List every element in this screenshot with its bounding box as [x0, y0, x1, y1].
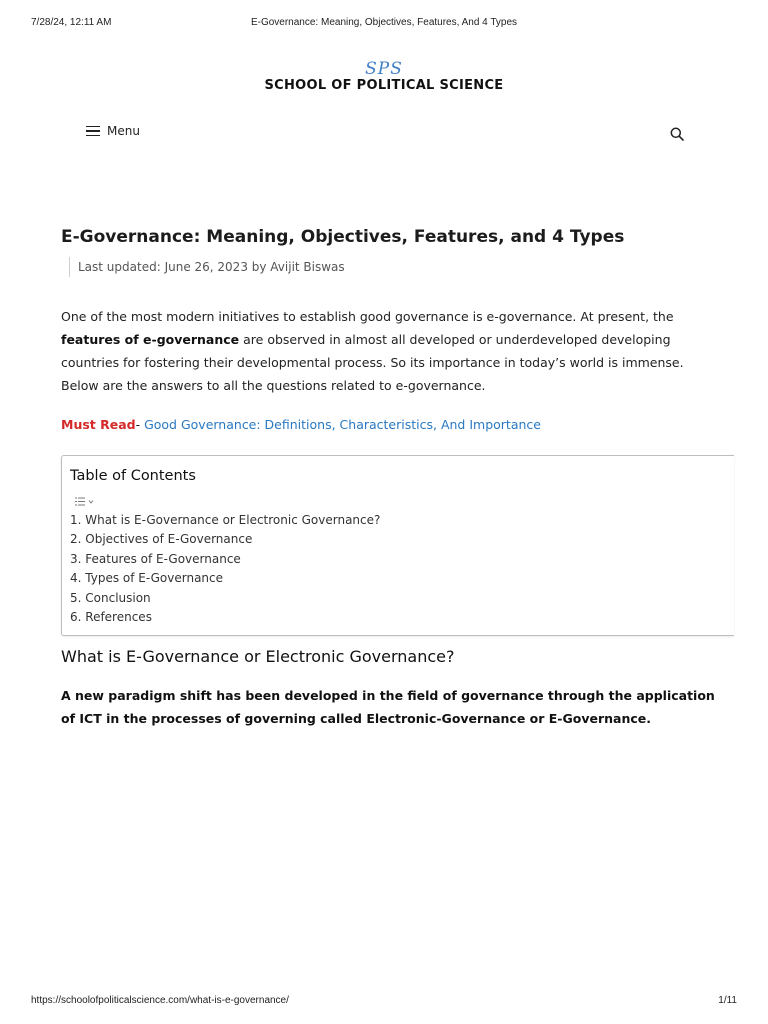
logo-name: SCHOOL OF POLITICAL SCIENCE: [264, 78, 504, 93]
print-header: [0, 17, 768, 31]
must-read-line: [61, 415, 541, 435]
main-navigation: [86, 124, 686, 148]
article-meta: Last updated: June 26, 2023 by Avijit Biswas: [69, 257, 345, 277]
must-read-link[interactable]: Good Governance: Definitions, Characteristics, And Importance: [144, 417, 541, 432]
print-url: https://schoolofpoliticalscience.com/what-is-e-governance/: [31, 995, 289, 1006]
must-read-separator: -: [135, 417, 145, 432]
site-logo[interactable]: [264, 60, 504, 106]
menu-label: Menu: [107, 124, 140, 138]
toc-item[interactable]: 3. Features of E-Governance: [70, 551, 241, 566]
intro-bold-features: features of e-governance: [61, 332, 240, 347]
toc-item[interactable]: 5. Conclusion: [70, 590, 151, 605]
intro-text-1: One of the most modern initiatives to establish good governance is e-governance. At present, the: [61, 309, 674, 324]
hamburger-icon: [86, 126, 100, 137]
table-of-contents: [61, 455, 734, 636]
article-title: E-Governance: Meaning, Objectives, Features, and 4 Types: [61, 227, 625, 247]
print-page-number: 1/11: [718, 995, 737, 1006]
intro-paragraph: [61, 305, 716, 397]
search-icon: [670, 127, 684, 141]
search-button[interactable]: [670, 126, 684, 145]
menu-button[interactable]: [86, 124, 140, 138]
toc-list: [70, 511, 380, 627]
toc-title: Table of Contents: [70, 468, 196, 484]
toc-item[interactable]: 6. References: [70, 610, 152, 625]
intro-text-2: are observed in almost all developed or underdeveloped developing countries for fostering their developmental process. So its importance in today’s world is immense. Below are the answers to all the questions related to e-governance.: [61, 332, 684, 393]
print-date: 7/28/24, 12:11 AM: [31, 17, 112, 28]
section-paragraph: A new paradigm shift has been developed in the field of governance through the application of ICT in the processes of governing called Electronic-Governance or E-Governance.: [61, 688, 715, 726]
toc-item[interactable]: 4. Types of E-Governance: [70, 571, 224, 586]
print-footer: [0, 995, 768, 1009]
print-document-title: E-Governance: Meaning, Objectives, Features, And 4 Types: [250, 17, 518, 28]
list-toggle-icon: [73, 496, 95, 508]
toc-item[interactable]: 2. Objectives of E-Governance: [70, 532, 253, 547]
logo-monogram: SPS: [365, 59, 403, 79]
toc-toggle-button[interactable]: [73, 493, 95, 505]
section-heading: What is E-Governance or Electronic Governance?: [61, 647, 455, 666]
toc-item[interactable]: 1. What is E-Governance or Electronic Governance?: [70, 513, 381, 527]
must-read-label: Must Read: [61, 417, 136, 432]
